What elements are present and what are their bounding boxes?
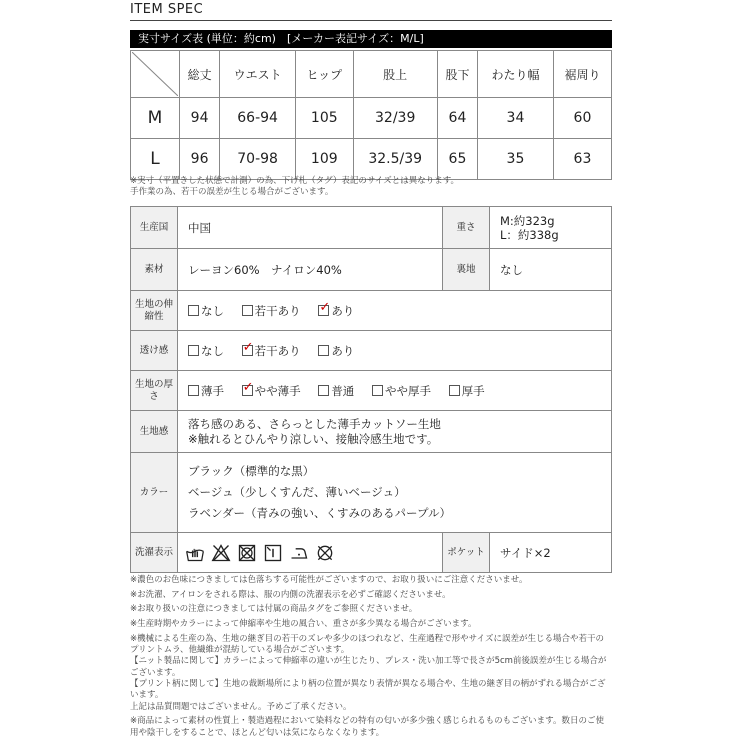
note-line: 【ニット製品に関して】カラーによって伸縮率の違いが生じたり、プレス・洗い加工等で長さが5cm前後誤差が生じる場合がございます。 (130, 656, 607, 678)
size-cell: 64 (437, 98, 477, 139)
thickness-option (188, 383, 224, 399)
spec-label: 重さ (443, 207, 490, 249)
notes-block (130, 575, 612, 742)
spec-label: ポケット (443, 533, 490, 573)
spec-label: カラー (131, 453, 178, 533)
stretch-option (318, 303, 354, 319)
checkbox-icon (318, 345, 329, 356)
option-label: やや厚手 (384, 383, 431, 398)
note-line: ※生産時期やカラーによって伸縮率や生地の風合い、重さが多少異なる場合がございます。 (130, 619, 477, 630)
size-table (130, 50, 612, 180)
feel-line: 落ち感のある、さらっとした薄手カットソー生地 (188, 416, 441, 431)
note-line: ※濃色のお色味につきましては色落ちする可能性がございますので、お取り扱いにご注意くださいませ。 (130, 575, 528, 585)
checkbox-icon (449, 385, 460, 396)
sheer-options (178, 331, 612, 371)
spec-value: 中国 (178, 207, 443, 249)
col-header: わたり幅 (478, 51, 554, 98)
spec-label: 生地の厚さ (131, 371, 178, 411)
thickness-option (318, 383, 354, 399)
stretch-option (242, 303, 301, 319)
size-label: M (131, 98, 180, 139)
option-label: 厚手 (461, 383, 485, 398)
size-note (130, 176, 459, 198)
size-note-line: ※実寸（平置きした状態で計測）の為、下げ札（タグ）表記のサイズとは異なります。 (130, 176, 460, 186)
checked-checkbox-icon (242, 345, 253, 356)
stretch-options (178, 291, 612, 331)
section-title: ITEM SPEC (130, 2, 204, 17)
no-dry-clean-icon (315, 543, 335, 563)
checkbox-icon (242, 305, 253, 316)
spec-label: 素材 (131, 249, 178, 291)
size-cell: 60 (553, 98, 611, 139)
low-iron-icon (289, 543, 309, 563)
spec-row-sheer (131, 331, 612, 371)
spec-table (130, 206, 612, 573)
title-divider (130, 20, 612, 21)
spec-row-origin (131, 207, 612, 249)
option-label: なし (201, 343, 224, 358)
col-header: 総丈 (180, 51, 220, 98)
line-dry-icon (263, 543, 283, 563)
weight-m: M:約323g (500, 213, 555, 228)
checkbox-icon (188, 345, 199, 356)
col-header: 裾周り (553, 51, 611, 98)
sheer-option (242, 343, 301, 359)
size-cell: 70-98 (220, 139, 296, 180)
no-bleach-icon (211, 543, 231, 563)
note-line: ※お洗濯、アイロンをされる際は、服の内側の洗濯表示を必ずご確認くださいませ。 (130, 589, 451, 600)
size-cell: 96 (180, 139, 220, 180)
col-header: 股上 (353, 51, 437, 98)
option-label: 普通 (331, 383, 355, 398)
option-label: あり (331, 343, 355, 358)
checkbox-icon (318, 385, 329, 396)
weight-l: L：約338g (500, 227, 559, 242)
option-label: 薄手 (201, 383, 224, 398)
feel-value (178, 411, 612, 453)
option-label: 若干あり (254, 303, 301, 318)
spec-label: 生地感 (131, 411, 178, 453)
size-table-header-row (131, 51, 612, 98)
note-line: ※機械による生産の為、生地の継ぎ目の若干のズレや多少のほつれなど、生産過程で形やサイズに誤差が生じる場合や若干のプリントムラ、他繊維が混紡している場合がございます。 (130, 633, 604, 656)
size-label: L (131, 139, 180, 180)
spec-label: 裏地 (443, 249, 490, 291)
spec-label: 生産国 (131, 207, 178, 249)
size-cell: 94 (180, 98, 220, 139)
col-header: ウエスト (220, 51, 296, 98)
option-label: 若干あり (254, 343, 301, 358)
col-header: ヒップ (296, 51, 353, 98)
thickness-options (178, 371, 612, 411)
hand-wash-icon (185, 543, 205, 563)
size-cell: 35 (478, 139, 554, 180)
thickness-option (372, 383, 431, 399)
spec-row-material (131, 249, 612, 291)
checkbox-icon (188, 385, 199, 396)
size-cell: 109 (296, 139, 353, 180)
checkbox-icon (188, 305, 199, 316)
note-line: 【プリント柄に関して】生地の裁断場所により柄の位置が異なり表情が異なる場合や、生地の継ぎ目の柄がずれる場合がございます。 (130, 678, 606, 701)
spec-value: なし (490, 249, 612, 291)
size-cell: 34 (478, 98, 554, 139)
stretch-option (188, 303, 224, 319)
note-line (130, 634, 612, 713)
option-label: あり (331, 303, 355, 318)
col-header: 股下 (437, 51, 477, 98)
size-row (131, 139, 612, 180)
size-note-line: 手作業の為、若干の誤差が生じる場合がございます。 (130, 187, 334, 197)
spec-value: レーヨン60% ナイロン40% (178, 249, 443, 291)
note-line: ※商品によって素材の性質上・製造過程において染料などの特有の匂いが多少強く感じられるものもございます。数日のご使用や陰干しをすることで、ほとんど匂いは気にならなくなります。 (130, 716, 604, 738)
size-cell: 63 (553, 139, 611, 180)
checked-checkbox-icon (242, 385, 253, 396)
color-line: ベージュ（少しくすんだ、薄いベージュ） (188, 485, 406, 499)
option-label: やや薄手 (254, 383, 301, 398)
color-line: ブラック（標準的な黒） (188, 464, 315, 478)
size-row (131, 98, 612, 139)
size-cell: 65 (437, 139, 477, 180)
color-value (178, 453, 612, 533)
color-line: ラベンダー（青みの強い、くすみのあるパープル） (188, 506, 452, 520)
size-cell: 32.5/39 (353, 139, 437, 180)
note-line: ※お取り扱いの注意につきましては付属の商品タグをご参照くださいませ。 (130, 604, 418, 615)
spec-label: 洗濯表示 (131, 533, 178, 573)
spec-value-weight (490, 207, 612, 249)
diagonal-line-icon (132, 52, 178, 96)
sheer-option (318, 343, 354, 359)
spec-label: 透け感 (131, 331, 178, 371)
size-cell: 66-94 (220, 98, 296, 139)
thickness-option (449, 383, 485, 399)
thickness-option (242, 383, 301, 399)
diagonal-corner-cell (131, 51, 180, 98)
checked-checkbox-icon (318, 305, 329, 316)
spec-value: サイド×2 (490, 533, 612, 573)
size-cell: 105 (296, 98, 353, 139)
spec-row-feel (131, 411, 612, 453)
checkbox-icon (372, 385, 383, 396)
spec-row-stretch (131, 291, 612, 331)
feel-line: ※触れるとひんやり涼しい、接触冷感生地です。 (188, 431, 439, 446)
spec-label: 生地の伸縮性 (131, 291, 178, 331)
note-line: 上記は品質問題ではございません。予めご了承ください。 (130, 701, 352, 712)
size-table-header-bar: 実寸サイズ表 (単位：約cm) [メーカー表記サイズ：M/L] (130, 30, 612, 48)
size-cell: 32/39 (353, 98, 437, 139)
sheer-option (188, 343, 224, 359)
option-label: なし (201, 303, 224, 318)
spec-row-color (131, 453, 612, 533)
spec-row-wash (131, 533, 612, 573)
no-tumble-dry-icon (237, 543, 257, 563)
wash-icons (178, 533, 443, 573)
spec-row-thickness (131, 371, 612, 411)
